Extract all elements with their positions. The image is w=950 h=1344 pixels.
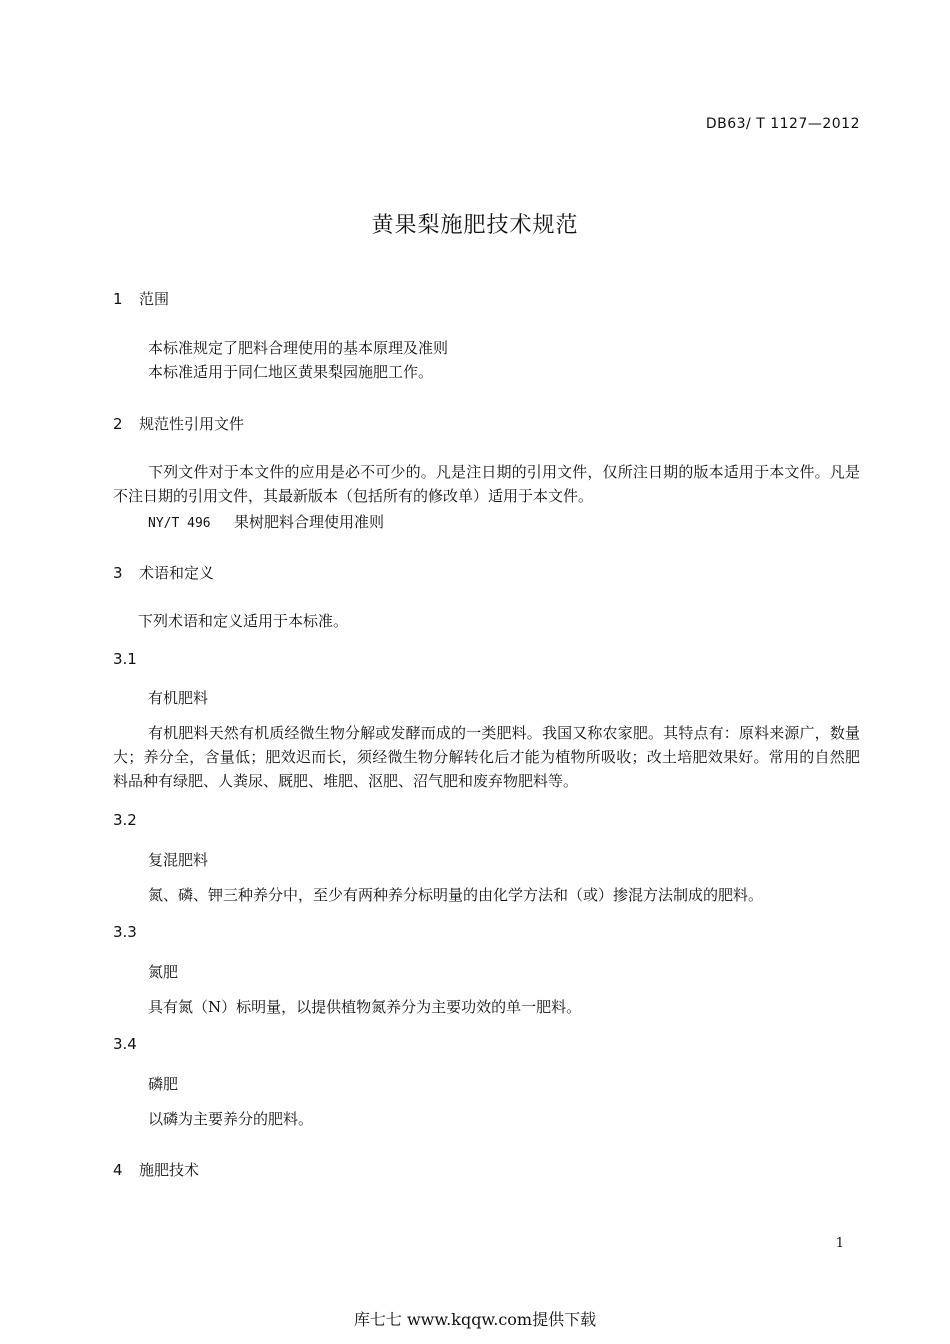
- section-title: 施肥技术: [139, 1161, 200, 1179]
- section-1-heading: [113, 288, 169, 309]
- standard-code: DB63/ T 1127—2012: [705, 116, 860, 132]
- term-3-3-definition: 具有氮（N）标明量，以提供植物氮养分为主要功效的单一肥料。: [148, 998, 582, 1016]
- term-3-4-number: 3.4: [113, 1035, 137, 1053]
- normative-reference: [148, 510, 384, 536]
- section-title: 术语和定义: [139, 564, 215, 582]
- footer-watermark: 库七七 www.kqqw.com提供下载: [353, 1310, 597, 1329]
- section-title: 规范性引用文件: [139, 415, 245, 433]
- term-3-2-name: 复混肥料: [148, 851, 209, 869]
- page-number: 1: [835, 1236, 844, 1251]
- section-number: 2: [113, 415, 123, 433]
- section-4-heading: [113, 1159, 199, 1180]
- section-title: 范围: [139, 290, 170, 308]
- term-3-1-number: 3.1: [113, 650, 137, 668]
- reference-name: 果树肥料合理使用准则: [234, 513, 385, 531]
- term-3-2-definition: 氮、磷、钾三种养分中，至少有两种养分标明量的由化学方法和（或）掺混方法制成的肥料。: [148, 886, 764, 904]
- document-title: 黄果梨施肥技术规范: [371, 213, 579, 238]
- section-number: 1: [113, 290, 123, 308]
- section-1-line-2: 本标准适用于同仁地区黄果梨园施肥工作。: [148, 363, 434, 381]
- term-3-3-name: 氮肥: [148, 963, 179, 981]
- section-number: 4: [113, 1161, 123, 1179]
- section-2-heading: [113, 413, 244, 434]
- term-3-1-definition: 有机肥料天然有机质经微生物分解或发酵而成的一类肥料。我国又称农家肥。其特点有：原料来源广，数量大；养分全，含量低；肥效迟而长，须经微生物分解转化后才能为植物所吸收；改土培肥效果好。常用的自然肥料品种有绿肥、人粪尿、厩肥、堆肥、沤肥、沼气肥和废弃物肥料等。: [113, 724, 860, 790]
- term-3-2-number: 3.2: [113, 811, 137, 829]
- section-number: 3: [113, 564, 123, 582]
- term-3-1-name: 有机肥料: [148, 689, 209, 707]
- section-3-heading: [113, 562, 214, 583]
- term-3-4-name: 磷肥: [148, 1075, 179, 1093]
- section-2-paragraph: 下列文件对于本文件的应用是必不可少的。凡是注日期的引用文件，仅所注日期的版本适用于本文件。凡是不注日期的引用文件，其最新版本（包括所有的修改单）适用于本文件。: [113, 463, 860, 505]
- reference-code: NY/T 496: [148, 516, 211, 531]
- term-3-4-definition: 以磷为主要养分的肥料。: [148, 1110, 314, 1128]
- term-3-3-number: 3.3: [113, 923, 137, 941]
- section-1-line-1: 本标准规定了肥料合理使用的基本原理及准则: [148, 339, 449, 357]
- section-3-intro: 下列术语和定义适用于本标准。: [138, 612, 349, 630]
